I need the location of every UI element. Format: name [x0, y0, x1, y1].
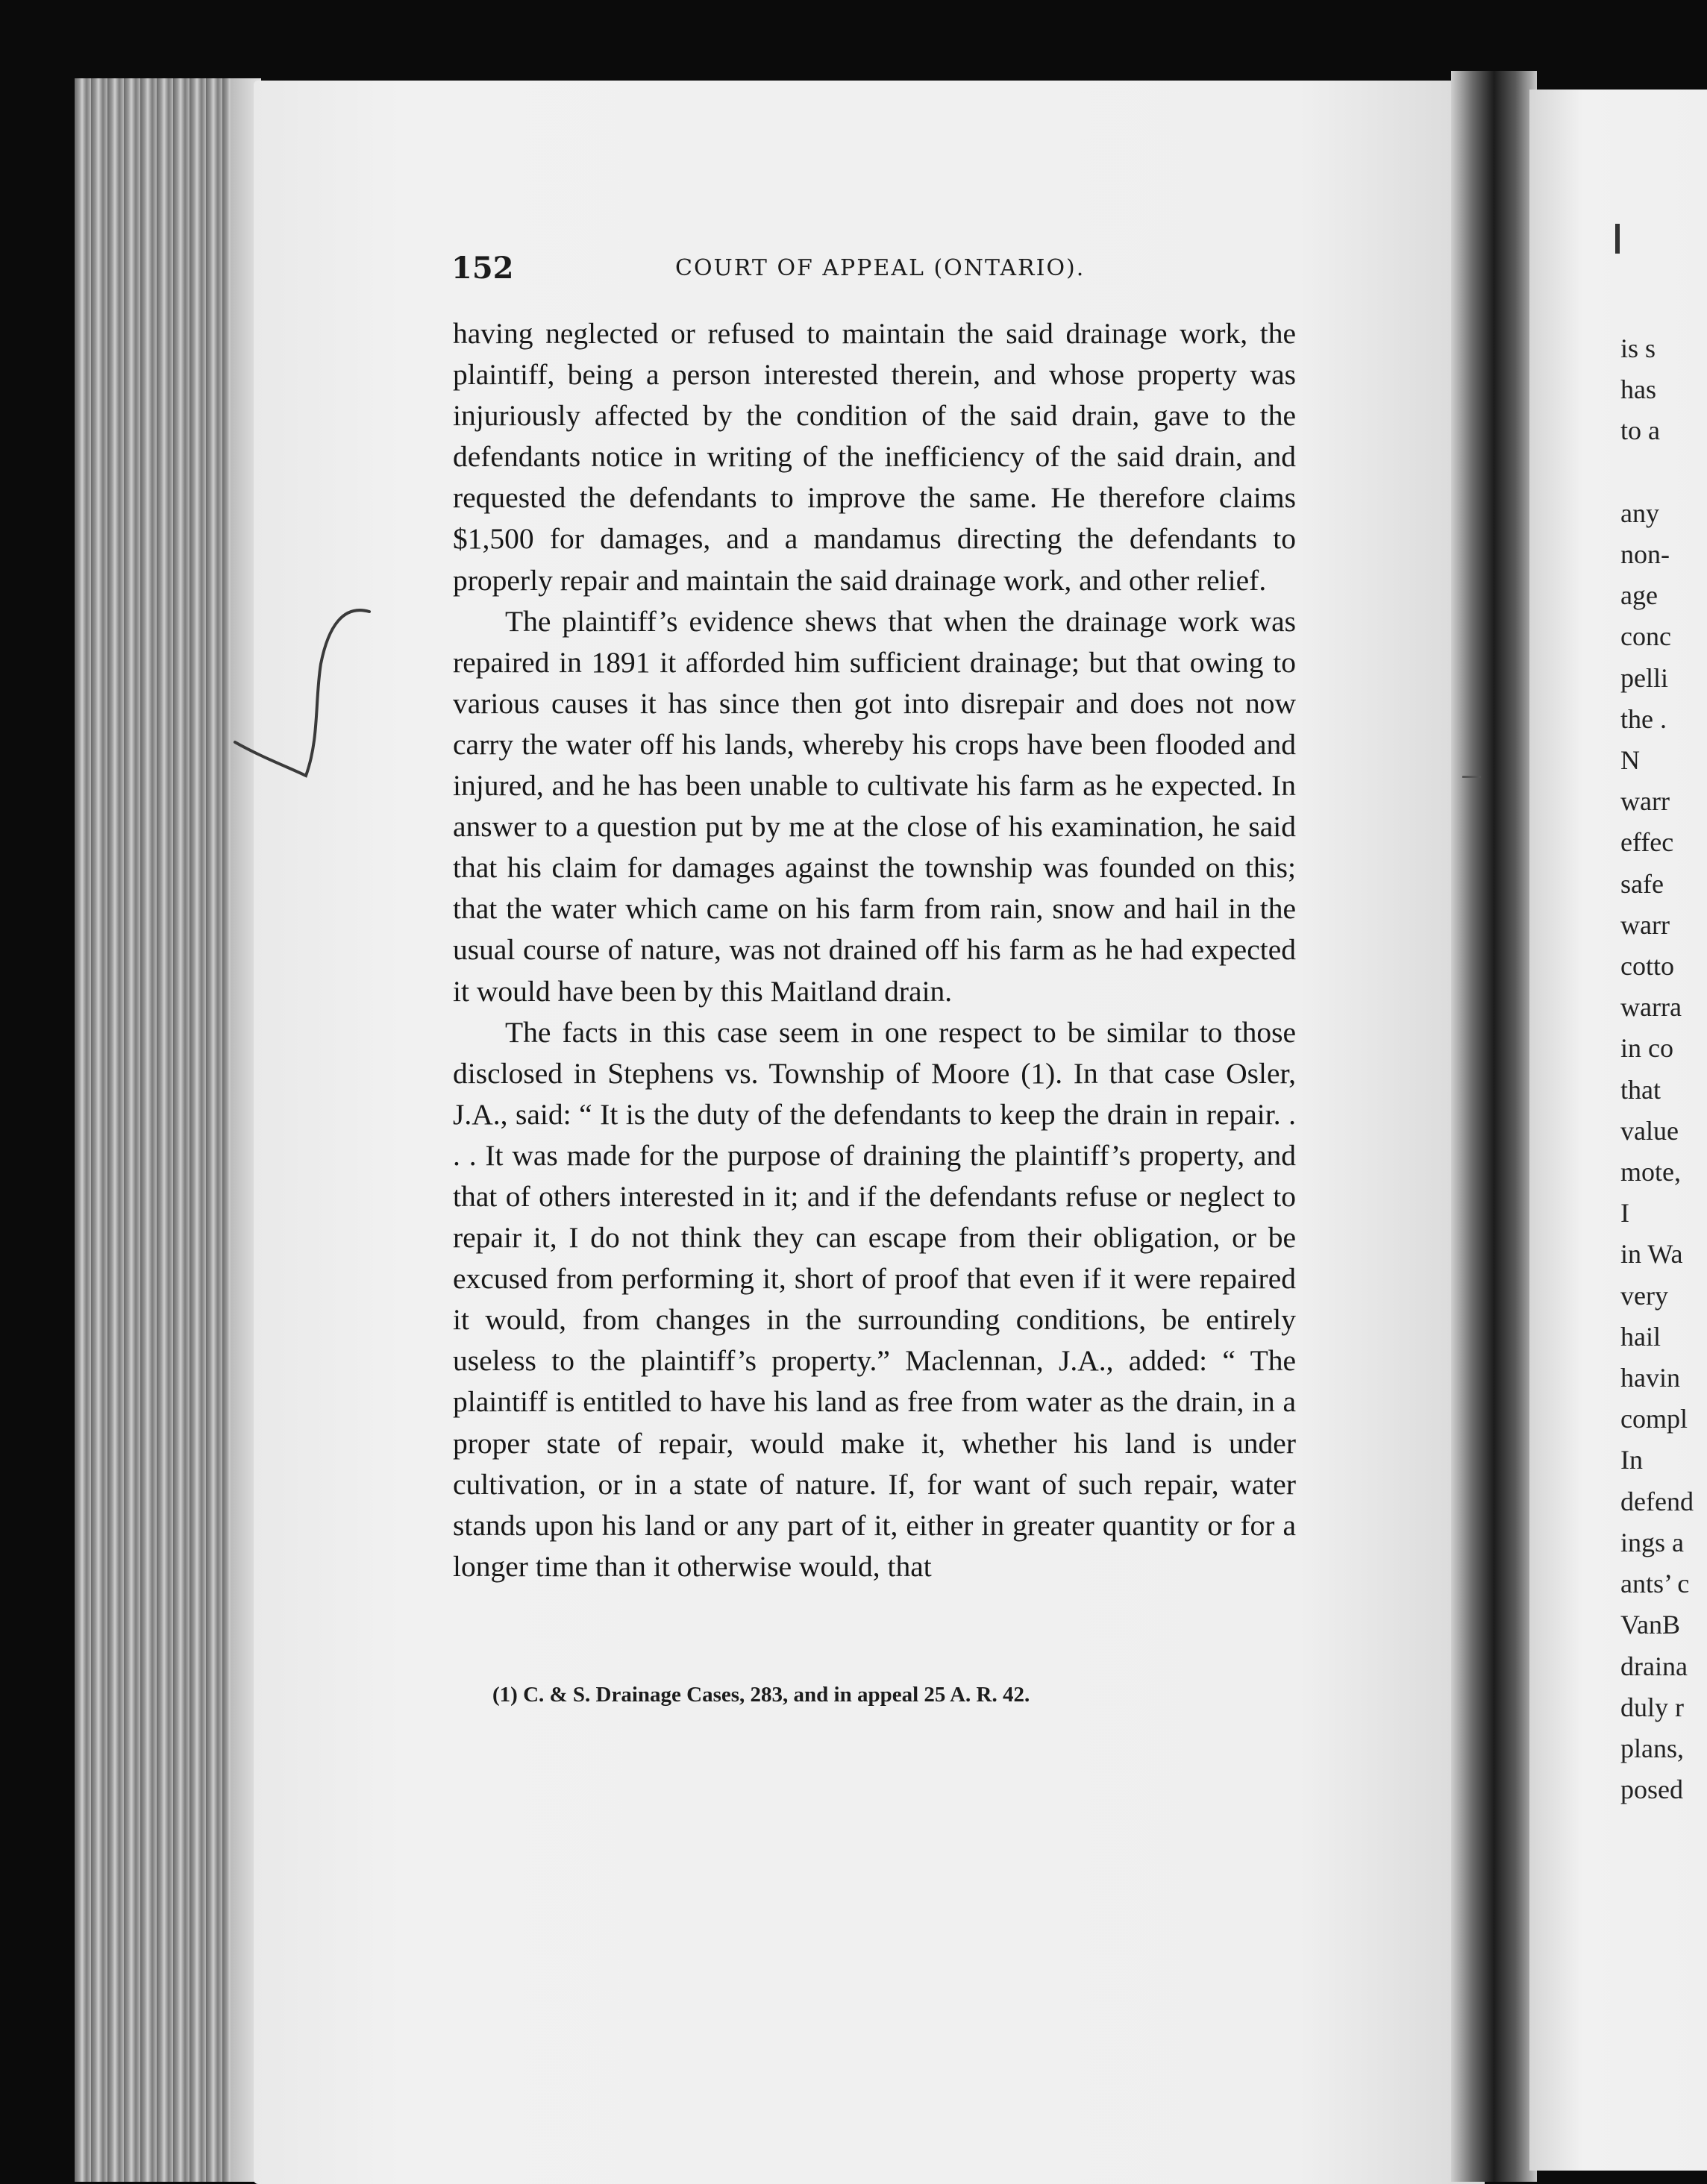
facing-line: has: [1620, 374, 1656, 405]
facing-line: value: [1620, 1115, 1679, 1146]
facing-line: any: [1620, 498, 1659, 528]
facing-line: compl: [1620, 1404, 1688, 1434]
facing-line: I: [1620, 1198, 1629, 1228]
facing-line: is s: [1620, 333, 1656, 363]
facing-line: defend: [1620, 1486, 1694, 1516]
facing-line: the .: [1620, 703, 1667, 734]
facing-line: In: [1620, 1445, 1643, 1475]
running-title: COURT OF APPEAL (ONTARIO).: [675, 255, 1086, 281]
facing-line: very: [1620, 1280, 1668, 1311]
facing-line: N: [1620, 745, 1640, 776]
paragraph: The plaintiff’s evidence shews that when the drainage work was repaired in 1891 it afforded him sufficient drainage; but that owing to various causes it has since then got into disrepair and does not now carry the water off his lands, whereby his crops have been flooded and injured, and he has been unable to cultivate his farm as he expected. In answer to a question put by me at the close of his examination, he said that his claim for damages against the township was founded on this; that the water which came on his farm from rain, snow and hail in the usual course of nature, was not drained off his farm as he had expected it would have been by this Maitland drain.: [453, 604, 1296, 1008]
facing-line: ings a: [1620, 1527, 1684, 1557]
facing-line: VanB: [1620, 1610, 1680, 1640]
page-number: 152: [451, 251, 514, 286]
facing-line: havin: [1620, 1363, 1680, 1393]
facing-line: draina: [1620, 1651, 1688, 1681]
facing-line: safe: [1620, 868, 1664, 899]
pencil-bracket-mark: [231, 597, 380, 791]
facing-line: warr: [1620, 909, 1670, 940]
facing-line: in Wa: [1620, 1239, 1683, 1270]
book-gutter: [1451, 71, 1537, 2182]
page-clip-mark: [1615, 224, 1620, 254]
paragraph: having neglected or refused to maintain the said drainage work, the plaintiff, being a person interested therein, and whose property was injuriously affected by the condition of the said drain, gave to the defendants notice in writing of the inefficiency of the said drain, and requested the defendants to improve the same. He therefore claims $1,500 for damages, and a mandamus directing the defendants to properly repair and maintain the said drainage work, and other relief.: [453, 317, 1296, 597]
footnote: (1) C. & S. Drainage Cases, 283, and in appeal 25 A. R. 42.: [492, 1683, 1030, 1707]
facing-line: ants’ c: [1620, 1569, 1690, 1599]
margin-dash: [1462, 776, 1481, 778]
facing-line: pelli: [1620, 662, 1668, 693]
facing-line: duly r: [1620, 1692, 1684, 1722]
facing-line: that: [1620, 1074, 1661, 1105]
facing-line: warra: [1620, 992, 1682, 1023]
facing-line: age: [1620, 580, 1658, 611]
facing-line: cotto: [1620, 951, 1674, 982]
facing-line: plans,: [1620, 1733, 1684, 1763]
facing-line: [1620, 452, 1707, 493]
facing-line: non-: [1620, 539, 1670, 570]
facing-line: in co: [1620, 1033, 1673, 1064]
body-text: [453, 313, 1296, 1587]
paragraph: The facts in this case seem in one respect to be similar to those disclosed in Stephens vs. Township of Moore (1). In that case Osler, J.A., said: “ It is the duty of the defendants to keep the drain in repair. . . . It was made for the purpose of draining the plaintiff’s property, and that of others interested in it; and if the defendants refuse or neglect to repair it, I do not think they can escape from their obligation, or be excused from performing it, short of proof that even if it were repaired it would, from changes in the surrounding conditions, be entirely useless to the plaintiff’s property.” Maclennan, J.A., added: “ The plaintiff is entitled to have his land as free from water as the drain, in a proper state of repair, would make it, whether his land is under cultivation, or in a state of nature. If, for want of such repair, water stands upon his land or any part of it, either in greater quantity or for a longer time than it otherwise would, that: [453, 1015, 1296, 1583]
facing-line: hail: [1620, 1321, 1661, 1352]
facing-line: posed: [1620, 1775, 1683, 1805]
running-head: [451, 246, 1294, 291]
facing-line: warr: [1620, 786, 1670, 817]
facing-line: mote,: [1620, 1157, 1681, 1187]
page-edges: [75, 78, 261, 2182]
facing-page-text: [1620, 328, 1707, 1810]
facing-line: conc: [1620, 621, 1671, 652]
facing-line: to a: [1620, 415, 1660, 446]
facing-line: effec: [1620, 827, 1674, 858]
